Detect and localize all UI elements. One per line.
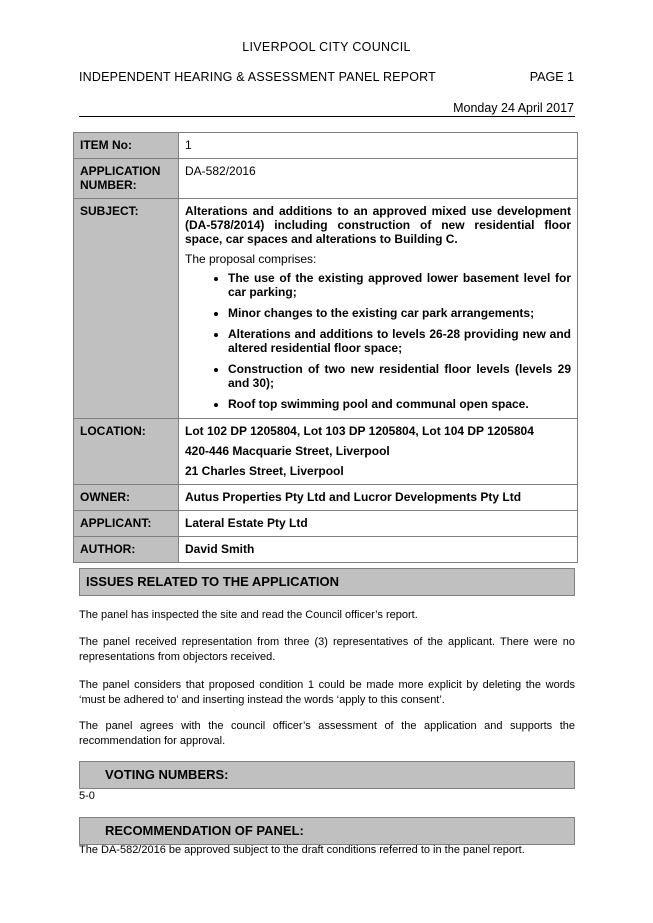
subject-intro: The proposal comprises: — [185, 252, 317, 266]
item-value: 1 — [179, 133, 578, 159]
report-date: Monday 24 April 2017 — [453, 101, 574, 115]
author-value: David Smith — [179, 537, 578, 563]
application-info-table — [73, 132, 578, 563]
proposal-item: • The use of the existing approved lower basement level for car parking; — [228, 271, 571, 299]
voting-heading: VOTING NUMBERS: — [79, 761, 575, 789]
application-row — [74, 159, 578, 199]
proposal-item: • Alterations and additions to levels 26-28 providing new and altered residential floor space; — [228, 327, 571, 355]
subject-label: SUBJECT: — [74, 199, 179, 419]
owner-row — [74, 485, 578, 511]
applicant-row — [74, 511, 578, 537]
council-name: LIVERPOOL CITY COUNCIL — [242, 40, 411, 54]
voting-result: 5-0 — [79, 790, 95, 802]
subject-value — [179, 199, 578, 419]
proposal-item: • Roof top swimming pool and communal open space. — [228, 397, 571, 411]
issues-paragraph: The panel has inspected the site and read the Council officer’s report. — [79, 609, 418, 621]
location-label: LOCATION: — [74, 419, 179, 485]
subject-row — [74, 199, 578, 419]
recommendation-heading: RECOMMENDATION OF PANEL: — [79, 817, 575, 845]
proposal-list — [185, 271, 571, 411]
location-value — [179, 419, 578, 485]
author-row — [74, 537, 578, 563]
owner-value: Autus Properties Pty Ltd and Lucror Developments Pty Ltd — [179, 485, 578, 511]
location-lots: Lot 102 DP 1205804, Lot 103 DP 1205804, Lot 104 DP 1205804 — [185, 424, 534, 438]
application-label: APPLICATION NUMBER: — [74, 159, 179, 199]
page-number: PAGE 1 — [529, 70, 574, 84]
issues-paragraph: The panel considers that proposed condition 1 could be made more explicit by deleting the words ‘must be adhered to’ and inserting instead the words ‘apply to this consent’. — [79, 679, 575, 706]
issues-heading: ISSUES RELATED TO THE APPLICATION — [79, 568, 575, 596]
applicant-label: APPLICANT: — [74, 511, 179, 537]
header-divider — [79, 116, 575, 117]
location-address-1: 420-446 Macquarie Street, Liverpool — [185, 444, 390, 458]
proposal-item: • Minor changes to the existing car park arrangements; — [228, 306, 571, 320]
author-label: AUTHOR: — [74, 537, 179, 563]
issues-paragraph: The panel agrees with the council officer’s assessment of the application and supports the recommendation for approval. — [79, 720, 575, 747]
applicant-value: Lateral Estate Pty Ltd — [179, 511, 578, 537]
recommendation-text: The DA-582/2016 be approved subject to the draft conditions referred to in the panel report. — [79, 844, 525, 856]
location-row — [74, 419, 578, 485]
subject-description: Alterations and additions to an approved mixed use development (DA-578/2014) including construction of new residential floor space, car spaces and alterations to Building C. — [185, 204, 571, 246]
proposal-item: • Construction of two new residential floor levels (levels 29 and 30); — [228, 362, 571, 390]
report-title: INDEPENDENT HEARING & ASSESSMENT PANEL REPORT — [79, 70, 437, 84]
owner-label: OWNER: — [74, 485, 179, 511]
location-address-2: 21 Charles Street, Liverpool — [185, 464, 344, 478]
item-label: ITEM No: — [74, 133, 179, 159]
application-value: DA-582/2016 — [179, 159, 578, 199]
issues-paragraph: The panel received representation from three (3) representatives of the applicant. There were no representations from objectors received. — [79, 636, 575, 663]
item-row — [74, 133, 578, 159]
